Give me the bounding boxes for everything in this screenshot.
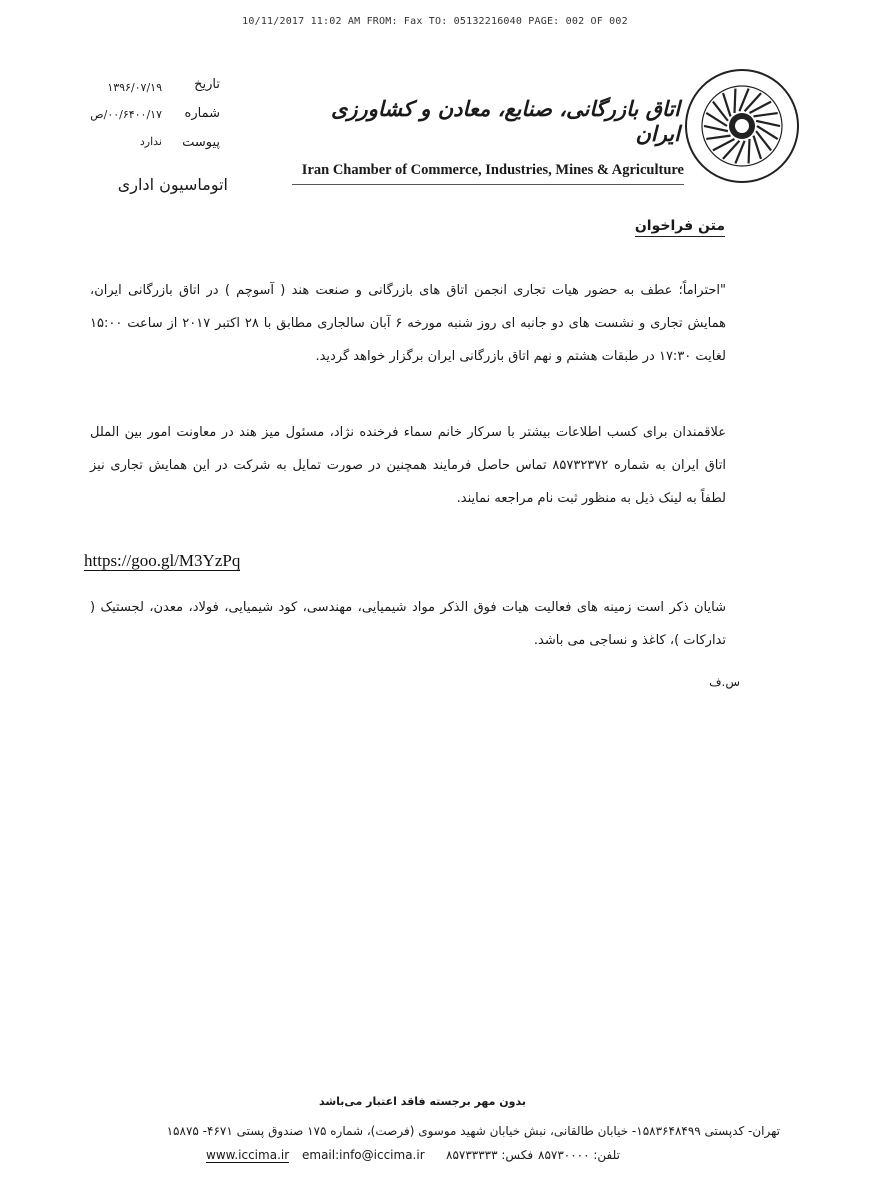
department-label: اتوماسیون اداری: [117, 175, 228, 194]
chamber-logo-seal: [684, 68, 800, 184]
attachment-value: ندارد: [139, 135, 162, 148]
footer-validity-note: بدون مهر برجسته فاقد اعتبار می‌باشد: [318, 1095, 526, 1108]
footer-address: تهران- کدپستی ۱۵۸۳۶۴۸۴۹۹- خیابان طالقانی، نبش خیابان شهید موسوی (فرصت)، شماره ۱۷۵ صندوق پستی ۴۶۷۱- ۱۵۸۷۵: [166, 1124, 780, 1138]
org-name-english: Iran Chamber of Commerce, Industries, Mines & Agriculture: [301, 162, 684, 178]
number-label: شماره: [184, 106, 220, 121]
footer-contacts: [150, 1148, 780, 1168]
fax-transmission-header: 10/11/2017 11:02 AM FROM: Fax TO: 05132216040 PAGE: 002 OF 002: [242, 16, 628, 27]
paragraph-announcement: "احتراماً؛ عطف به حضور هیات تجاری انجمن اتاق های بازرگانی و صنعت هند ( آسوچم ) در اتاق بازرگانی ایران، همایش تجاری و نشست های دو جانبه ای روز شنبه مورخه ۶ آبان سالجاری مطابق با ۲۸ اکتبر ۲۰۱۷ از ساعت ۱۵:۰۰ لغایت ۱۷:۳۰ در طبقات هشتم و نهم اتاق بازرگانی ایران برگزار خواهد گردید.: [90, 283, 726, 364]
footer-phone: تلفن: ۸۵۷۳۰۰۰۰: [538, 1148, 620, 1162]
org-name-persian: اتاق بازرگانی، صنایع، معادن و کشاورزی ایران: [330, 96, 680, 146]
number-value: ۰۰/۶۴۰۰/۱۷/ص: [90, 108, 162, 121]
letterhead-divider: [292, 184, 684, 185]
attachment-label: پیوست: [182, 135, 220, 150]
letter-meta-values: [88, 74, 162, 155]
footer-website[interactable]: www.iccima.ir: [206, 1148, 290, 1162]
paragraph-contact-info: علاقمندان برای کسب اطلاعات بیشتر با سرکار خانم سماء فرخنده نژاد، مسئول میز هند در معاونت امور بین الملل اتاق ایران به شماره ۸۵۷۳۲۳۷۲ تماس حاصل فرمایند همچنین در صورت تمایل به شرکت در این همایش تجاری نیز لطفاً به لینک ذیل به منظور ثبت نام مراجعه نمایند.: [90, 425, 726, 506]
date-label: تاریخ: [194, 77, 220, 92]
document-title-text: متن فراخوان: [635, 218, 725, 237]
footer-fax: فکس: ۸۵۷۳۳۳۳۳: [446, 1148, 534, 1162]
document-title: [560, 218, 725, 234]
letter-meta-labels: [168, 70, 220, 157]
footer-email[interactable]: email:info@iccima.ir: [302, 1148, 425, 1162]
author-initials: س.ف: [709, 675, 740, 689]
paragraph-delegation-fields: شایان ذکر است زمینه های فعالیت هیات فوق الذکر مواد شیمیایی، مهندسی، کود شیمیایی، فولاد، معدن، لجستیک ( تدارکات )، کاغذ و نساجی می باشد.: [90, 600, 726, 648]
registration-link[interactable]: [84, 551, 384, 571]
date-value: ۱۳۹۶/۰۷/۱۹: [107, 81, 162, 94]
registration-link-text[interactable]: https://goo.gl/M3YzPq: [84, 551, 241, 570]
